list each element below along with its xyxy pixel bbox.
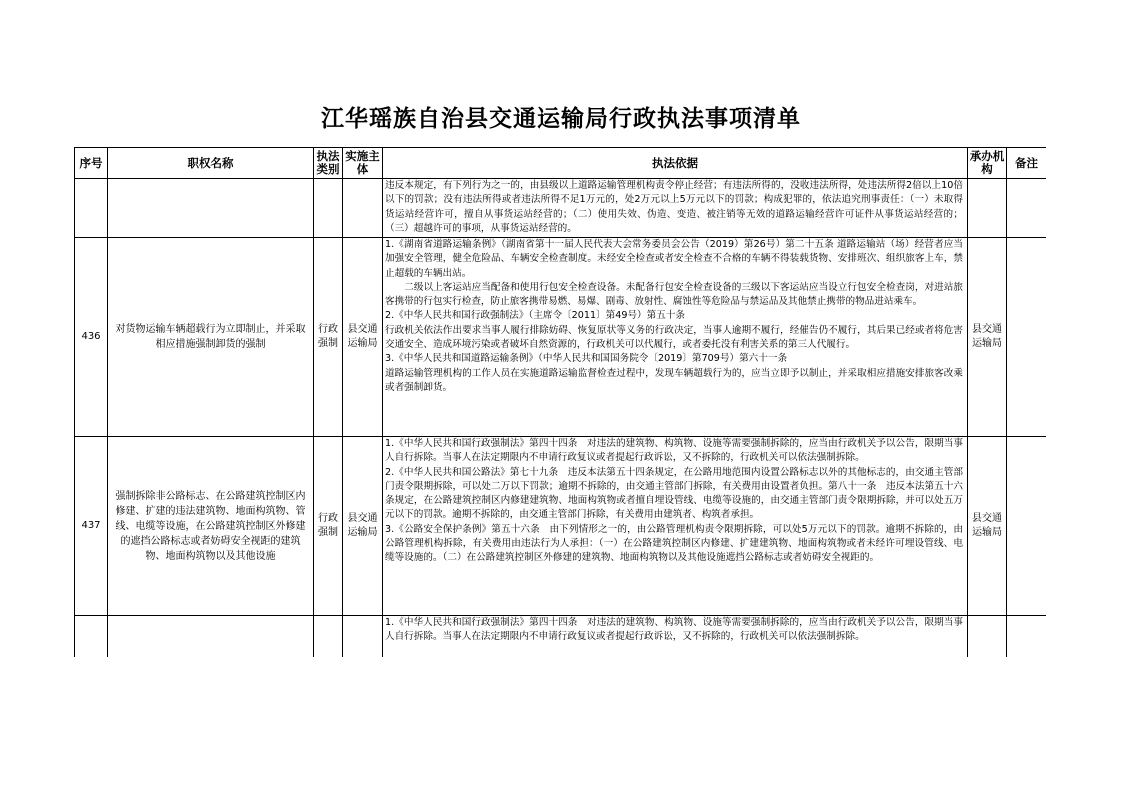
header-basis: 执法依据 xyxy=(383,148,968,179)
table-row xyxy=(75,437,1047,616)
basis-paragraph: 行政机关依法作出要求当事人履行排除妨碍、恢复原状等义务的行政决定，当事人逾期不履行，经催告仍不履行，其后果已经或者将危害交通安全、造成环境污染或者破坏自然资源的，行政机关可以代履行，或者委托没有利害关系的第三人代履行。 xyxy=(385,324,963,351)
row-note xyxy=(1007,616,1047,658)
row-seq: 436 xyxy=(75,238,108,437)
basis-paragraph: 3.《公路安全保护条例》第五十六条 由下列情形之一的，由公路管理机构责令限期拆除，可以处5万元以下的罚款。逾期不拆除的，由公路管理机构拆除，有关费用由违法行为人承担：（一）在公路建筑控制区内修建、扩建建筑物、地面构筑物或者未经许可埋设管线、电缆等设施的。（二）在公路建筑控制区外修建的建筑物、地面构筑物以及其他设施遮挡公路标志或者妨碍安全视距的。 xyxy=(385,523,963,564)
table-row xyxy=(75,179,1047,238)
page-title: 江华瑶族自治县交通运输局行政执法事项清单 xyxy=(321,105,801,132)
row-seq xyxy=(75,179,108,238)
header-subject: 实施主体 xyxy=(343,148,383,179)
row-seq xyxy=(75,616,108,658)
row-power-name: 强制拆除非公路标志、在公路建筑控制区内修建、扩建的违法建筑物、地面构筑物、管线、电缆等设施，在公路建筑控制区外修建的遮挡公路标志或者妨碍安全视距的建筑物、地面构筑物以及其他设施 xyxy=(108,437,314,616)
table-container xyxy=(74,147,1046,657)
row-power-name: 对货物运输车辆超载行为立即制止，并采取相应措施强制卸货的强制 xyxy=(108,238,314,437)
basis-paragraph: 3.《中华人民共和国道路运输条例》（中华人民共和国国务院令〔2019〕第709号）第六十一条 xyxy=(385,353,788,365)
row-note xyxy=(1007,437,1047,616)
basis-paragraph: 违反本规定，有下列行为之一的，由县级以上道路运输管理机构责令停止经营；有违法所得的，没收违法所得，处违法所得2倍以上10倍以下的罚款；没有违法所得或者违法所得不足1万元的，处2万元以上5万元以下的罚款；构成犯罪的，依法追究刑事责任：（一）未取得货运站经营许可，擅自从事货运站经营的；（二）使用失效、伪造、变造、被注销等无效的道路运输经营许可证件从事货运站经营的；（三）超越许可的事项，从事货运站经营的。 xyxy=(385,180,963,234)
row-type: 行政强制 xyxy=(314,238,343,437)
row-type: 行政强制 xyxy=(314,437,343,616)
row-type xyxy=(314,179,343,238)
row-subject xyxy=(343,179,383,238)
header-type: 执法类别 xyxy=(314,148,343,179)
row-note xyxy=(1007,179,1047,238)
row-dept xyxy=(968,179,1007,238)
row-dept xyxy=(968,616,1007,658)
row-subject: 县交通运输局 xyxy=(343,437,383,616)
table-row xyxy=(75,238,1047,437)
row-subject xyxy=(343,616,383,658)
row-basis xyxy=(383,437,968,616)
table-header-row xyxy=(75,148,1047,179)
header-dept: 承办机构 xyxy=(968,148,1007,179)
row-power-name xyxy=(108,179,314,238)
header-note: 备注 xyxy=(1007,148,1047,179)
basis-paragraph: 2.《中华人民共和国行政强制法》（主席令〔2011〕第49号）第五十条 xyxy=(385,310,686,322)
header-seq: 序号 xyxy=(75,148,108,179)
header-name: 职权名称 xyxy=(108,148,314,179)
row-basis xyxy=(383,616,968,658)
basis-paragraph: 二级以上客运站应当配备和使用行包安全检查设备。未配备行包安全检查设备的三级以下客运站应当设立行包安全检查岗，对进站旅客携带的行包实行检查，防止旅客携带易燃、易爆、剧毒、放射性、腐蚀性等危险品与禁运品及其他禁止携带的物品进站乘车。 xyxy=(385,281,963,308)
row-type xyxy=(314,616,343,658)
row-subject: 县交通运输局 xyxy=(343,238,383,437)
row-note xyxy=(1007,238,1047,437)
basis-paragraph: 2.《中华人民共和国公路法》第七十九条 违反本法第五十四条规定，在公路用地范围内设置公路标志以外的其他标志的，由交通主管部门责令限期拆除，可以处二万以下罚款；逾期不拆除的，由交通主管部门拆除，有关费用由设置者负担。第八十一条 违反本法第五十六条规定，在公路建筑控制区内修建建筑物、地面构筑物或者擅自埋设管线、电缆等设施的，由交通主管部门责令限期拆除，并可以处五万元以下的罚款。逾期不拆除的，由交通主管部门拆除，有关费用由建筑者、构筑者承担。 xyxy=(385,466,963,521)
basis-paragraph: 道路运输管理机构的工作人员在实施道路运输监督检查过程中，发现车辆超载行为的，应当立即予以制止，并采取相应措施安排旅客改乘或者强制卸货。 xyxy=(385,367,963,393)
basis-paragraph: 1.《中华人民共和国行政强制法》第四十四条 对违法的建筑物、构筑物、设施等需要强制拆除的，应当由行政机关予以公告，限期当事人自行拆除。当事人在法定期限内不申请行政复议或者提起行政诉讼，又不拆除的，行政机关可以依法强制拆除。 xyxy=(385,438,963,464)
enforcement-table xyxy=(74,147,1046,657)
basis-paragraph: 1.《湖南省道路运输条例》（湖南省第十一届人民代表大会常务委员会公告（2019）第26号）第二十五条 道路运输站（场）经营者应当加强安全管理，健全危险品、车辆安全检查制度。未经安全检查或者安全检查不合格的车辆不得装载货物、安排班次、组织旅客上车，禁止超载的车辆出站。 xyxy=(385,239,963,279)
row-dept: 县交通运输局 xyxy=(968,238,1007,437)
row-power-name xyxy=(108,616,314,658)
row-seq: 437 xyxy=(75,437,108,616)
basis-paragraph: 1.《中华人民共和国行政强制法》第四十四条 对违法的建筑物、构筑物、设施等需要强制拆除的，应当由行政机关予以公告，限期当事人自行拆除。当事人在法定期限内不申请行政复议或者提起行政诉讼，又不拆除的，行政机关可以依法强制拆除。 xyxy=(385,617,963,643)
row-basis xyxy=(383,238,968,437)
row-basis xyxy=(383,179,968,238)
row-dept: 县交通运输局 xyxy=(968,437,1007,616)
table-row xyxy=(75,616,1047,658)
